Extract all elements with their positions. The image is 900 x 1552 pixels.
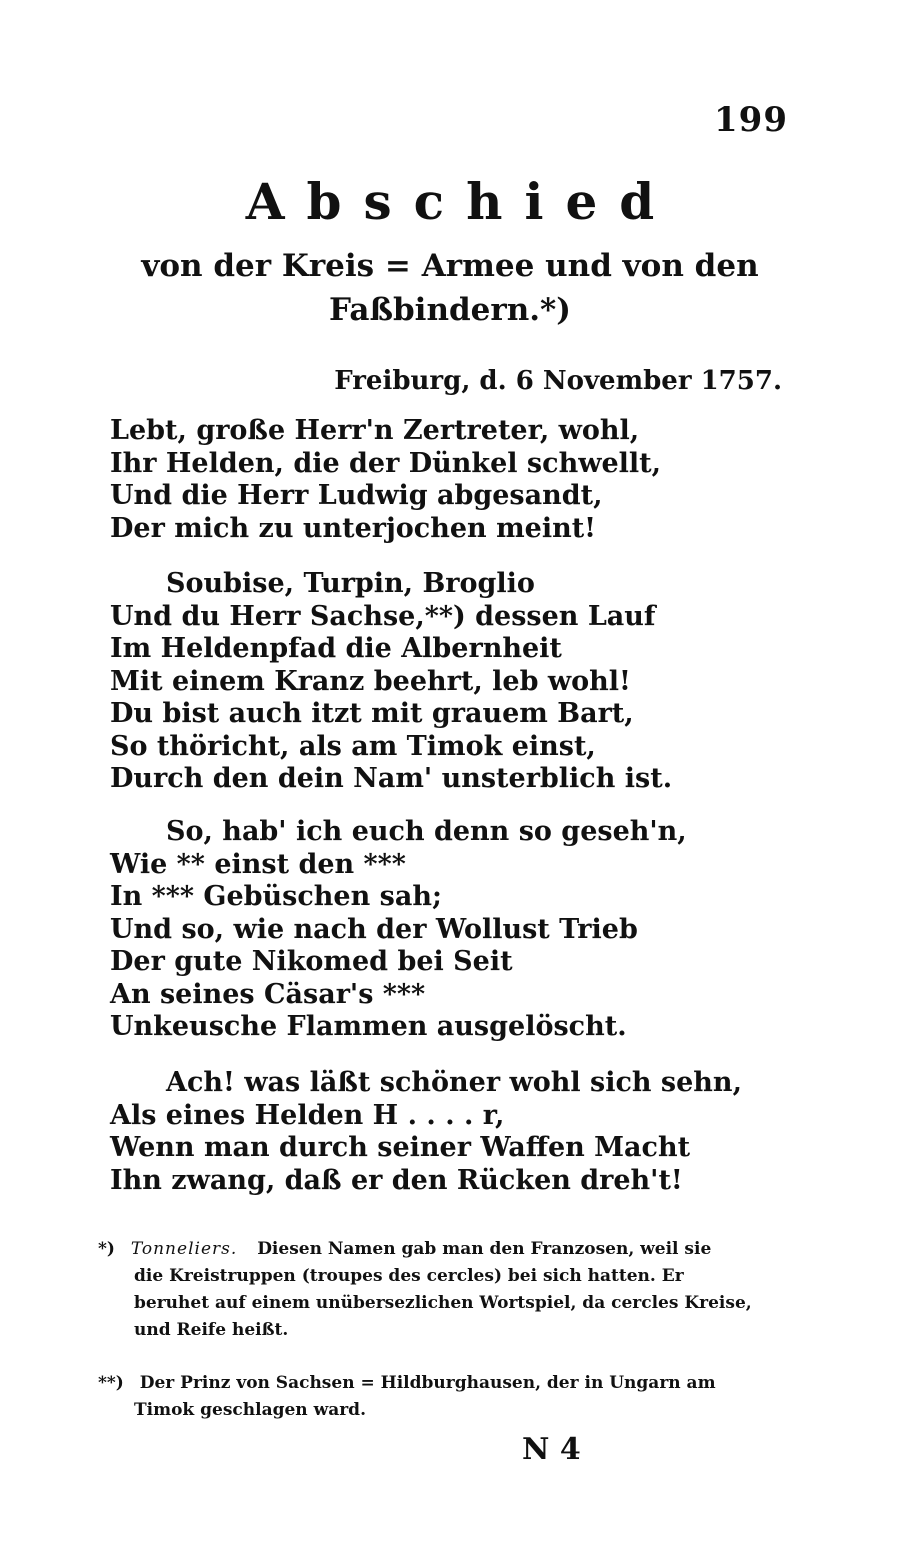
poem-line: In *** Gebüschen sah;	[110, 881, 442, 912]
stanza-2	[110, 568, 672, 796]
poem-line: Du bist auch itzt mit grauem Bart,	[110, 698, 634, 729]
poem-line: Und so, wie nach der Wollust Trieb	[110, 913, 638, 945]
poem-subtitle-line-2: Faßbindern.*)	[329, 292, 571, 328]
poem-line: Lebt, große Herr'n Zertreter, wohl,	[110, 415, 640, 446]
poem-line: Ach! was läßt schöner wohl sich sehn,	[166, 1067, 742, 1098]
poem-line: Soubise, Turpin, Broglio	[166, 568, 535, 599]
footnote-line: Der Prinz von Sachsen = Hildburghausen, der in Ungarn am	[139, 1373, 716, 1393]
poem-line: Ihr Helden, die der Dünkel schwellt,	[110, 447, 662, 479]
footnote-term: Tonneliers.	[130, 1239, 238, 1259]
poem-line: Durch den dein Nam' unsterblich ist.	[110, 763, 673, 794]
footnote-mark: **)	[98, 1373, 124, 1393]
poem-line: Wenn man durch seiner Waffen Macht	[110, 1132, 691, 1163]
poem-line: Mit einem Kranz beehrt, leb wohl!	[110, 665, 631, 697]
stanza-3	[110, 816, 687, 1044]
footnote-line: Diesen Namen gab man den Franzosen, weil sie	[257, 1239, 712, 1259]
poem-line: Und die Herr Ludwig abgesandt,	[110, 480, 603, 511]
poem-subtitle-line-1: von der Kreis = Armee und von den	[141, 248, 759, 284]
poem-line: An seines Cäsar's ***	[110, 978, 426, 1010]
poem-line: So, hab' ich euch denn so geseh'n,	[166, 816, 687, 847]
page-number: 199	[714, 100, 788, 140]
poem-line: Der gute Nikomed bei Seit	[110, 946, 513, 977]
poem-line: Der mich zu unterjochen meint!	[110, 512, 597, 544]
footnote-line: die Kreistruppen (troupes des cercles) bei sich hatten. Er	[134, 1266, 684, 1286]
poem-line: Und du Herr Sachse,**) dessen Lauf	[110, 600, 656, 632]
dateline: Freiburg, d. 6 November 1757.	[334, 366, 782, 396]
stanza-1	[110, 415, 661, 545]
printer-signature: N 4	[522, 1432, 581, 1467]
stanza-4	[110, 1067, 742, 1197]
poem-line: Unkeusche Flammen ausgelöscht.	[110, 1011, 627, 1042]
poem-line: Ihn zwang, daß er den Rücken dreh't!	[110, 1164, 683, 1196]
footnote-line: beruhet auf einem unübersezlichen Wortspiel, da cercles Kreise,	[134, 1293, 752, 1313]
footnote-line: Timok geschlagen ward.	[134, 1400, 366, 1420]
footnote-line: und Reife heißt.	[134, 1320, 289, 1340]
poem-line: So thöricht, als am Timok einst,	[110, 730, 596, 762]
poem-title: Abschied	[245, 172, 677, 231]
footnote-mark: *)	[98, 1239, 115, 1259]
footnote-2	[98, 1370, 788, 1424]
poem-line: Im Heldenpfad die Albernheit	[110, 633, 562, 664]
poem-line: Wie ** einst den ***	[110, 848, 406, 880]
footnote-1	[98, 1236, 788, 1344]
poem-line: Als eines Helden H . . . . r,	[110, 1099, 505, 1131]
